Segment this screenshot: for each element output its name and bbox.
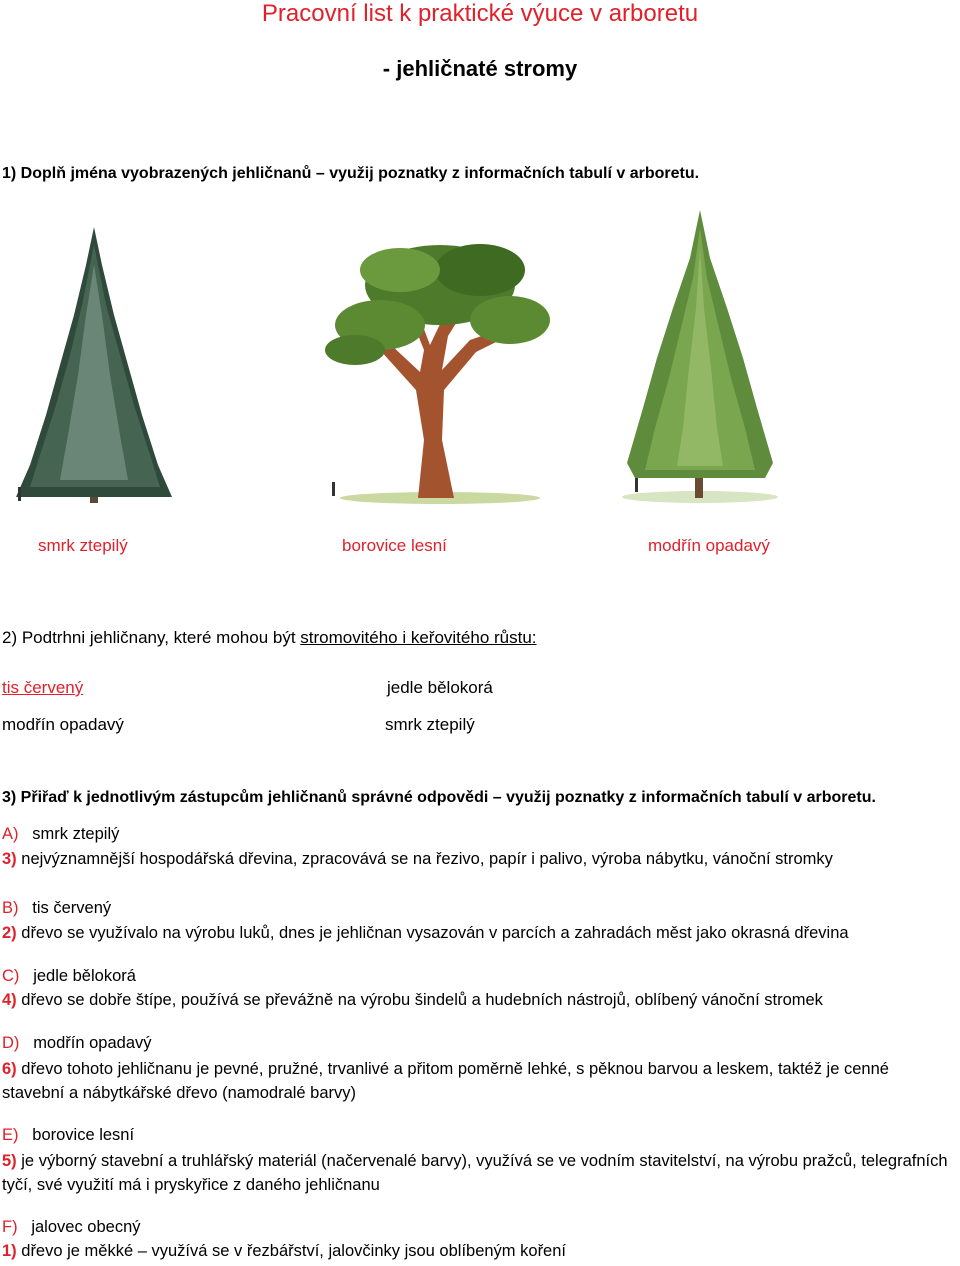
spruce-tree-illustration: [10, 225, 180, 510]
item-a-desc: nejvýznamnější hospodářská dřevina, zpracovává se na řezivo, papír i palivo, výroba nábytku, vánoční stromky: [21, 850, 833, 868]
item-b-letter: B): [2, 899, 19, 917]
item-f-answer: [2, 1242, 566, 1261]
question-3: 3) Přiřaď k jednotlivým zástupcům jehličnanů správné odpovědi – využij poznatky z informačních tabulí v arboretu.: [2, 789, 876, 806]
item-b-name: tis červený: [32, 899, 112, 917]
option-modrin-opadavy: modřín opadavý: [2, 715, 124, 734]
tree-label-3: modřín opadavý: [648, 536, 770, 555]
item-f-desc: dřevo je měkké – využívá se v řezbářství, jalovčinky jsou oblíbeným koření: [21, 1242, 566, 1260]
item-d-answer: [2, 1057, 952, 1105]
item-d-name: modřín opadavý: [33, 1034, 152, 1052]
tree-label-2: borovice lesní: [342, 536, 447, 555]
item-e-letter: E): [2, 1126, 19, 1144]
item-e-num: 5): [2, 1152, 17, 1170]
item-d-header: [2, 1034, 152, 1053]
item-c-header: [2, 967, 136, 986]
option-jedle-belokora: jedle bělokorá: [387, 678, 493, 697]
pine-tree-illustration: [320, 240, 555, 505]
item-b-desc: dřevo se využívalo na výrobu luků, dnes je jehličnan vysazován v parcích a zahradách měst jako okrasná dřevina: [21, 924, 849, 942]
item-a-name: smrk ztepilý: [32, 825, 120, 843]
item-a-header: [2, 825, 119, 844]
item-a-letter: A): [2, 825, 19, 843]
item-b-answer: [2, 924, 849, 943]
item-e-header: [2, 1126, 134, 1145]
item-b-header: [2, 899, 111, 918]
item-d-num: 6): [2, 1060, 17, 1078]
item-c-num: 4): [2, 991, 17, 1009]
item-f-header: [2, 1218, 141, 1237]
larch-tree-illustration: [615, 208, 785, 504]
item-e-desc: je výborný stavební a truhlářský materiál (načervenalé barvy), využívá se ve vodním stavitelství, na výrobu pražců, telegrafních tyčí, své využití má i pryskyřice z daného jehličnanu: [2, 1152, 948, 1194]
page-subtitle: - jehličnaté stromy: [382, 56, 578, 81]
option-smrk-ztepily: smrk ztepilý: [385, 715, 475, 734]
item-a-answer: [2, 850, 833, 869]
question-2-prefix: 2) Podtrhni jehličnany, které mohou být: [2, 628, 301, 647]
item-e-answer: [2, 1149, 952, 1197]
item-f-name: jalovec obecný: [31, 1218, 141, 1236]
question-2: [2, 628, 537, 648]
item-f-num: 1): [2, 1242, 17, 1260]
item-d-desc: dřevo tohoto jehličnanu je pevné, pružné, trvanlivé a přitom poměrně lehké, s pěknou barvou a leskem, taktéž je cenné stavební a nábytkářské dřevo (namodralé barvy): [2, 1060, 889, 1102]
item-e-name: borovice lesní: [32, 1126, 135, 1144]
page-title: Pracovní list k praktické výuce v arboretu: [261, 0, 699, 27]
item-c-letter: C): [2, 967, 20, 985]
option-tis-cerveny: tis červený: [2, 678, 84, 697]
item-d-letter: D): [2, 1034, 20, 1052]
tree-label-1: smrk ztepilý: [38, 536, 128, 555]
item-c-name: jedle bělokorá: [33, 967, 136, 985]
question-2-underlined: stromovitého i keřovitého růstu:: [300, 628, 537, 647]
item-c-desc: dřevo se dobře štípe, používá se převážně na výrobu šindelů a hudebních nástrojů, oblíbený vánoční stromek: [21, 991, 823, 1009]
question-1: 1) Doplň jména vyobrazených jehličnanů – využij poznatky z informačních tabulí v arboretu.: [2, 165, 700, 182]
item-b-num: 2): [2, 924, 17, 942]
item-f-letter: F): [2, 1218, 18, 1236]
item-a-num: 3): [2, 850, 17, 868]
item-c-answer: [2, 991, 823, 1010]
